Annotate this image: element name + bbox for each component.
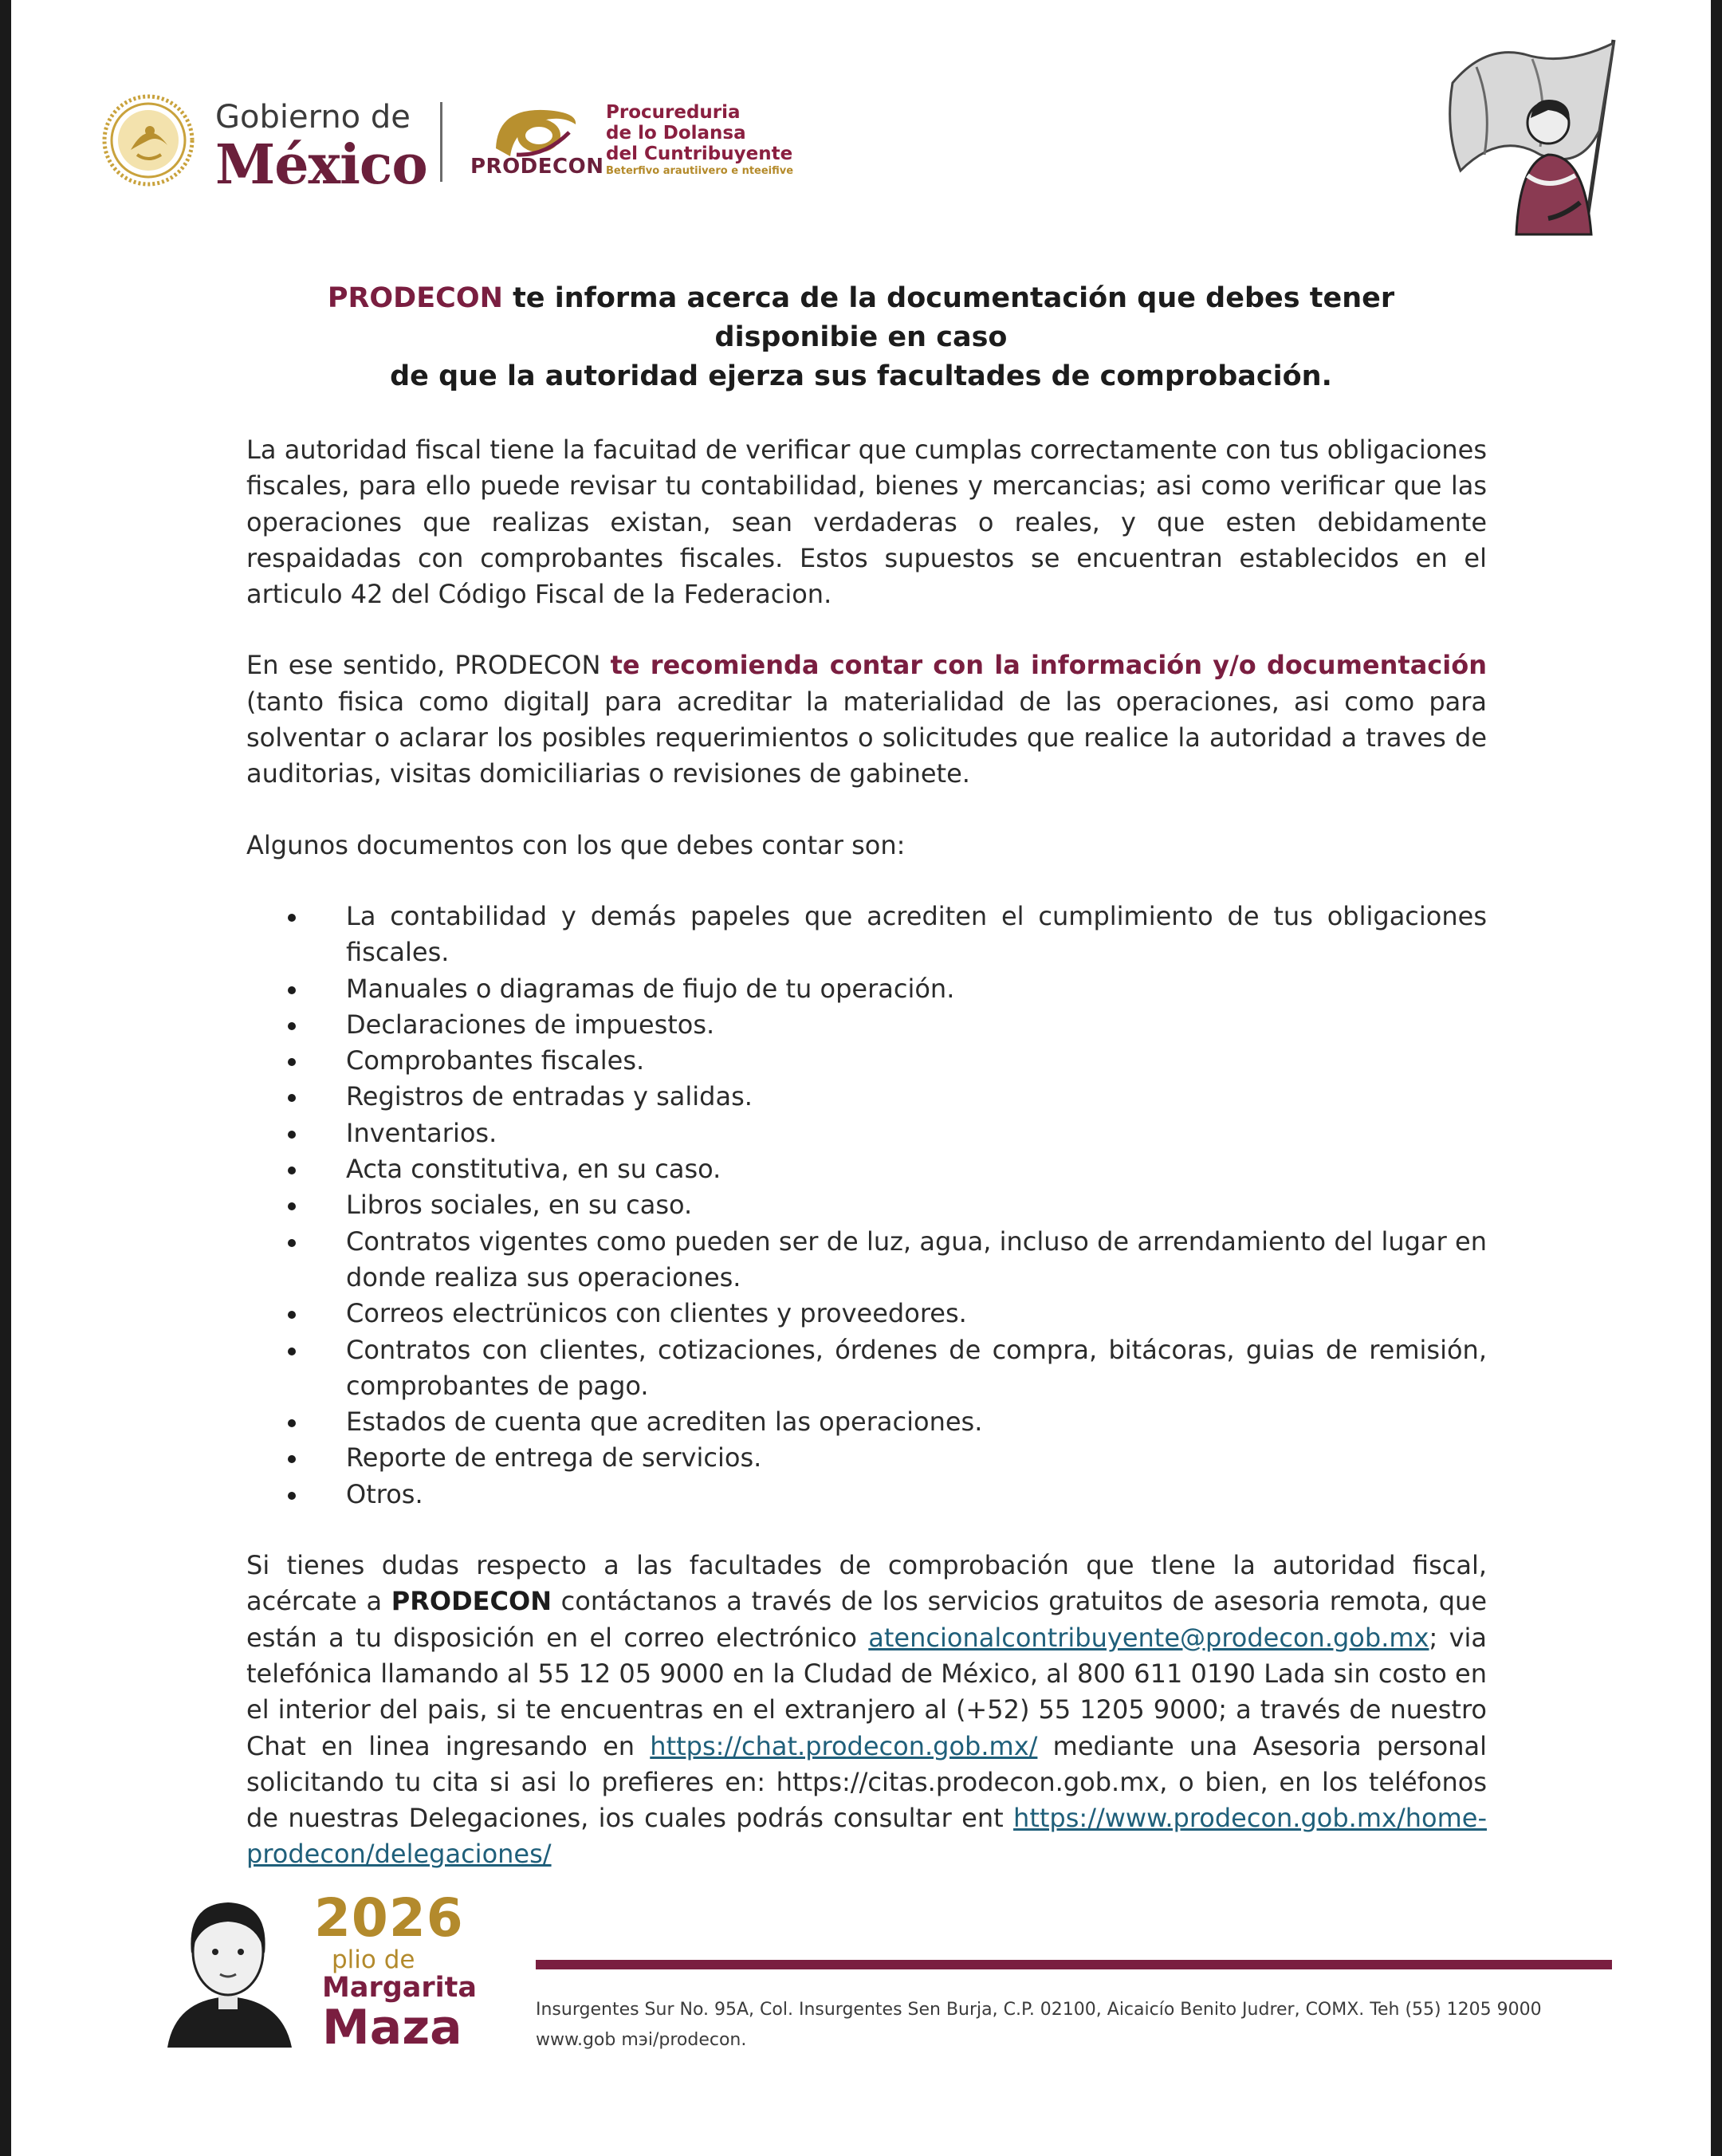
- list-item: Libros sociales, en su caso.: [246, 1187, 1487, 1223]
- address-line1: Insurgentes Sur No. 95A, Col. Insurgentes Sen Burja, C.P. 02100, Aicaicío Benito Judrer, COMX. Teh (55) 1205 9000: [536, 2000, 1542, 2020]
- year-badge: [314, 1887, 477, 2056]
- proc-tagline: Beterfivo arautiivero e nteeifive: [606, 165, 794, 177]
- year-sub: plio de: [332, 1946, 415, 1974]
- prodecon-logo-icon: [482, 100, 593, 161]
- honoree-last-name: Maza: [322, 2000, 462, 2056]
- proc-line2: de lo Dolansa: [606, 123, 746, 144]
- paragraph-2: [246, 647, 1487, 792]
- margarita-maza-portrait: [136, 1888, 320, 2048]
- list-item: Manuales o diagramas de fiujo de tu operación.: [246, 971, 1487, 1007]
- p2-post: (tanto fisica como digitalJ para acreditar la materialidad de las operaciones, asi como para solventar o aclarar los posibles requerimientos o solicitudes que realice la autoridad a traves de auditorias, visitas domiciliarias o revisiones de gabinete.: [246, 686, 1487, 789]
- procuraduria-text: [606, 102, 813, 179]
- list-item: Comprobantes fiscales.: [246, 1043, 1487, 1079]
- year-number: 2026: [314, 1887, 464, 1949]
- proc-line1: Procureduria: [606, 102, 741, 123]
- title-brand: PRODECON: [327, 282, 503, 314]
- document-body: [246, 432, 1487, 1873]
- header-divider: [440, 102, 442, 182]
- p2-accent: te recomienda contar con la información y/o documentación: [610, 650, 1488, 681]
- paragraph-3: Algunos documentos con los que debes contar son:: [246, 829, 906, 860]
- list-item: Contratos con clientes, cotizaciones, órdenes de compra, bitácoras, guias de remisión, comprobantes de pago.: [246, 1332, 1487, 1405]
- address-line2: www.gob mэi/prodecon.: [536, 2030, 747, 2050]
- list-item: Correos electrünicos con clientes y proveedores.: [246, 1296, 1487, 1332]
- footer-bar: [536, 1960, 1612, 1969]
- email-link[interactable]: atencionalcontribuyente@prodecon.gob.mx: [868, 1622, 1429, 1653]
- page-title: [250, 279, 1472, 396]
- list-item: Estados de cuenta que acrediten las operaciones.: [246, 1404, 1487, 1440]
- mexico-seal-logo: [102, 94, 195, 187]
- gobierno-de-mexico-logo: [215, 99, 454, 195]
- paragraph-4: Si tienes dudas respecto a las facultades de comprobación que tlene la autoridad fiscal, acércate a PRODECON contáctanos a través de los servicios gratuitos de asesoria remota, que están a tu disposición en el correo electrónico atencionalcontribuyente@prodecon.gob.mx; via telefónica llamando al 55 12 05 9000 en la Cludad de México, al 800 611 0190 Lada sin costo en el interior del pais, si te encuentras en el extranjero al (+52) 55 1205 9000; a través de nuestro Chat en linea ingresando en https://chat.prodecon.gob.mx/ mediante una Asesoria personal solicitando tu cita si asi lo prefieres en: https://citas.prodecon.gob.mx, o bien, en los teléfonos de nuestras Delegaciones, ios cuales podrás consultar ent https://www.prodecon.gob.mx/home-prodecon/delegaciones/: [246, 1550, 1488, 1870]
- title-line1-rest: te informa acerca de la documentación que debes tener disponibie en caso: [502, 282, 1395, 353]
- document-list: [246, 899, 1487, 1513]
- list-item: Inventarios.: [246, 1115, 1487, 1151]
- chat-link[interactable]: https://chat.prodecon.gob.mx/: [650, 1730, 1038, 1761]
- list-item: Acta constitutiva, en su caso.: [246, 1151, 1487, 1187]
- list-item: La contabilidad y demás papeles que acrediten el cumplimiento de tus obligaciones fiscales.: [246, 899, 1487, 971]
- list-item: Declaraciones de impuestos.: [246, 1007, 1487, 1043]
- honoree-first-name: Margarita: [322, 1972, 477, 2004]
- title-line2: de que la autoridad ejerza sus facultades de comprobación.: [390, 360, 1332, 392]
- footer-address: [536, 1995, 1652, 2056]
- p4-prodecon-bold: PRODECON: [391, 1586, 552, 1617]
- paragraph-1: La autoridad fiscal tiene la facuitad de verificar que cumplas correctamente con tus obligaciones fiscales, para ello puede revisar tu contabilidad, bienes y mercancias; asi como verificar que las operaciones que realizas existan, sean verdaderas o reales, y que esten debidamente respaidadas con comprobantes fiscales. Estos supuestos se encuentran establecidos en el articulo 42 del Código Fiscal de la Federacion.: [246, 435, 1487, 610]
- proc-line3: del Cuntribuyente: [606, 144, 793, 164]
- list-item: Registros de entradas y salidas.: [246, 1079, 1487, 1115]
- gob-line2: México: [215, 133, 427, 197]
- woman-with-flag-illustration: [1429, 35, 1634, 242]
- document-page: [11, 0, 1711, 2156]
- list-item: Otros.: [246, 1477, 1487, 1513]
- p2-pre: En ese sentido, PRODECON: [246, 650, 611, 681]
- delegaciones-link[interactable]: https://www.prodecon.gob.mx/home-prodecon/delegaciones/: [246, 1803, 1487, 1870]
- prodecon-wordmark: PRODECON: [470, 155, 604, 179]
- list-item: Reporte de entrega de servicios.: [246, 1440, 1487, 1476]
- list-item: Contratos vigentes como pueden ser de luz, agua, incluso de arrendamiento del lugar en donde realiza sus operaciones.: [246, 1224, 1487, 1296]
- gob-line1: Gobierno de: [215, 99, 411, 136]
